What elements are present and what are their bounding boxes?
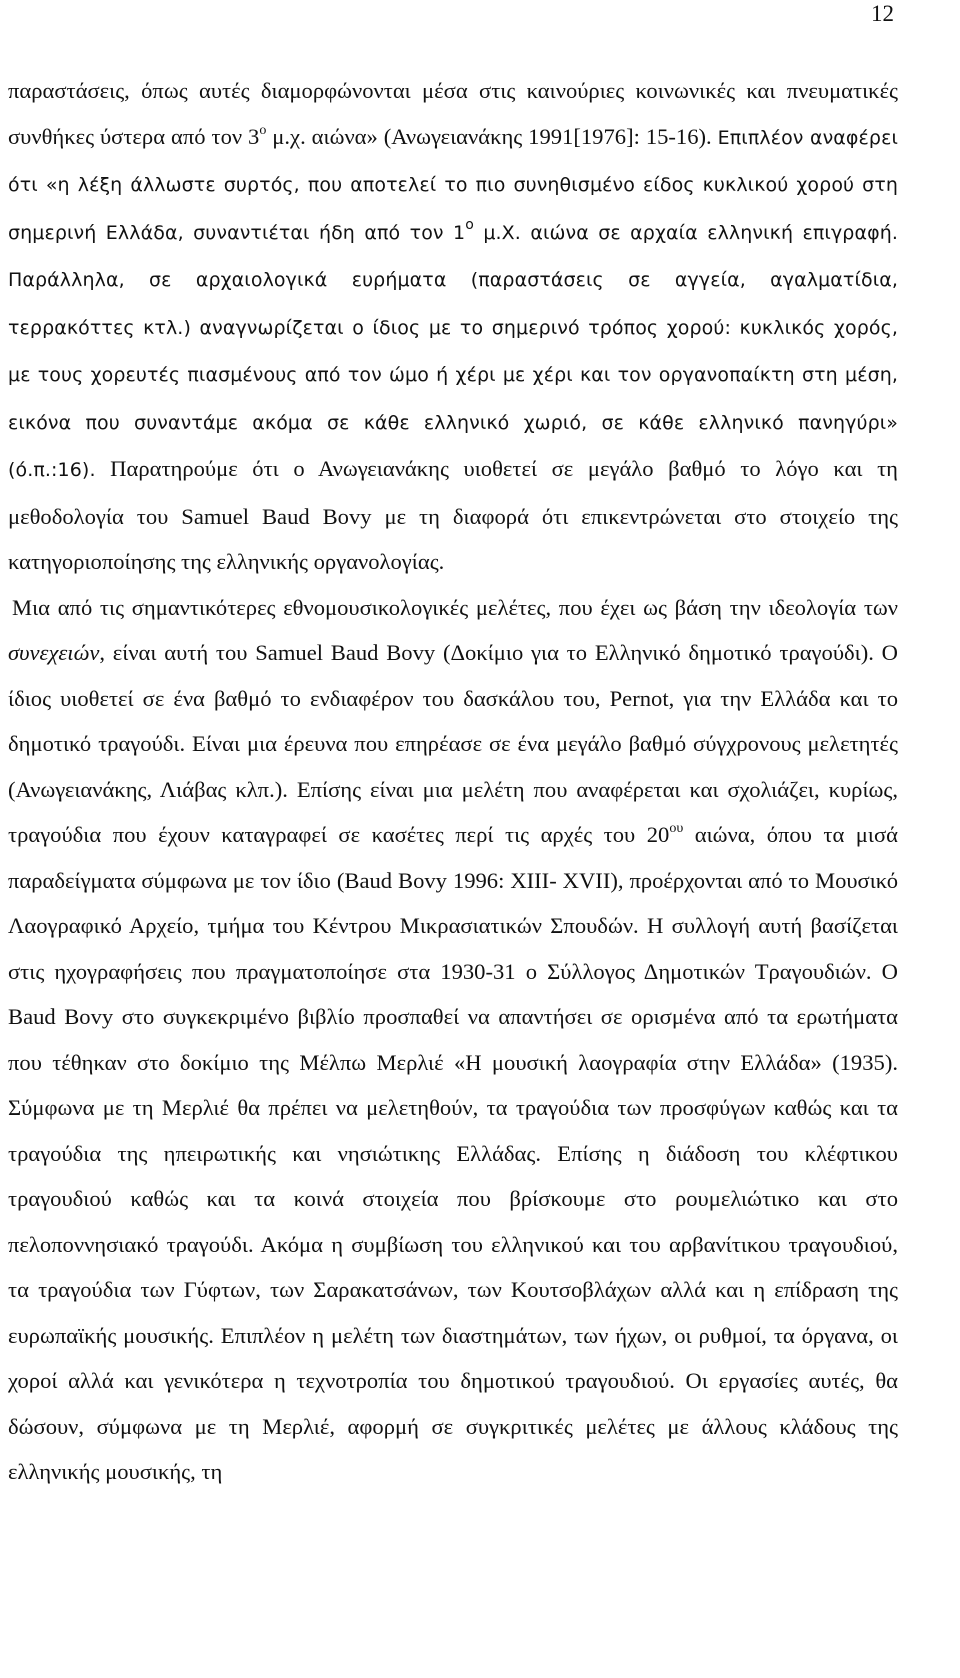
superscript-ordinal: ο bbox=[465, 216, 474, 233]
paragraph-1-text-5: Παρατηρούμε ότι ο Ανωγειανάκης υιοθετεί σε μεγάλο βαθμό το λόγο και τη μεθοδολογία του Samuel Baud Bovy με τη διαφορά ότι επικεντρώνεται στο στοιχείο της κατηγοριοποίησης της ελληνικής οργανολογίας. bbox=[8, 456, 898, 574]
paragraph-1-text-2: μ.χ. αιώνα» (Ανωγειανάκης 1991[1976]: 15-16). bbox=[266, 123, 718, 149]
paragraph-2-text-2: , είναι αυτή του Samuel Baud Bovy (Δοκίμιο για το Ελληνικό δημοτικό τραγούδι). Ο ίδιος υιοθετεί σε ένα βαθμό το ενδιαφέρον του δασκάλου του, Pernot, για την Ελλάδα και το δημοτικό τραγούδι. Είναι μια έρευνα που επηρέασε σε ένα μεγάλο βαθμό σύγχρονους μελετητές (Ανωγειανάκης, Λιάβας κλπ.). Επίσης είναι μια μελέτη που αναφέρεται και σχολιάζει, κυρίως, τραγούδια που έχουν καταγραφεί σε κασέτες περί τις αρχές του 20 bbox=[8, 640, 898, 847]
document-body bbox=[8, 68, 898, 1495]
superscript-ordinal: ου bbox=[669, 821, 684, 836]
paragraph-2-text-1: Μια από τις σημαντικότερες εθνομουσικολογικές μελέτες, που έχει ως βάση την ιδεολογία των bbox=[12, 594, 898, 620]
page-number: 12 bbox=[871, 1, 894, 26]
paragraph-1 bbox=[8, 68, 898, 585]
paragraph-2 bbox=[8, 585, 898, 1495]
paragraph-2-text-3: αιώνα, όπου τα μισά παραδείγματα σύμφωνα με τον ίδιο (Baud Bovy 1996: XIII- XVII), προέρχονται από το Μουσικό Λαογραφικό Αρχείο, τμήμα του Κέντρου Μικρασιατικών Σπουδών. Η συλλογή αυτή βασίζεται στις ηχογραφήσεις που πραγματοποίησε στα 1930-31 ο Σύλλογος Δημοτικών Τραγουδιών. Ο Baud Bovy στο συγκεκριμένο βιβλίο προσπαθεί να απαντήσει σε ορισμένα από τα ερωτήματα που τέθηκαν στο δοκίμιο της Μέλπω Μερλιέ «Η μουσική λαογραφία στην Ελλάδα» (1935). Σύμφωνα με τη Μερλιέ θα πρέπει να μελετηθούν, τα τραγούδια των προσφύγων καθώς και τα τραγούδια της ηπειρωτικής και νησιώτικης Ελλάδας. Επίσης η διάδοση του κλέφτικου τραγουδιού καθώς και τα κοινά στοιχεία που βρίσκουμε στο ρουμελιώτικο και στο πελοποννησιακό τραγούδι. Ακόμα η συμβίωση του ελληνικού και του αρβανίτικου τραγουδιού, τα τραγούδια των Γύφτων, των Σαρακατσάνων, των Κουτσοβλάχων αλλά και η επίδραση της ευρωπαϊκής μουσικής. Επιπλέον η μελέτη των διαστημάτων, των ήχων, οι ρυθμοί, τα όργανα, οι χοροί αλλά και γενικότερα η τεχνοτροπία του δημοτικού τραγουδιού. Οι εργασίες αυτές, θα δώσουν, σύμφωνα με τη Μερλιέ, αφορμή σε συγκριτικές μελέτες με άλλους κλάδους της ελληνικής μουσικής, τη bbox=[8, 822, 898, 1484]
italic-term: συνεχειών bbox=[8, 640, 100, 665]
paragraph-1-quote bbox=[8, 127, 898, 482]
paragraph-1-text-3: Επιπλέον αναφέρει ότι «η λέξη άλλωστε συρτός, που αποτελεί το πιο συνηθισμένο είδος κυκλικού χορού στη σημερινή Ελλάδα, συναντιέται ήδη από τον 1 bbox=[8, 126, 898, 244]
paragraph-1-text-1: παραστάσεις, όπως αυτές διαμορφώνονται μέσα στις καινούριες κοινωνικές και πνευματικές συνθήκες ύστερα από τον 3 bbox=[8, 78, 898, 149]
superscript-ordinal: ο bbox=[259, 122, 267, 138]
paragraph-1-text-4: μ.Χ. αιώνα σε αρχαία ελληνική επιγραφή. Παράλληλα, σε αρχαιολογικά ευρήματα (παραστάσεις σε αγγεία, αγαλματίδια, τερρακόττες κτλ.) αναγνωρίζεται ο ίδιος με το σημερινό τρόπος χορού: κυκλικός χορός, με τους χορευτές πιασμένους από τον ώμο ή χέρι με χέρι και τον οργανοπαίκτη στη μέση, εικόνα που συναντάμε ακόμα σε κάθε ελληνικό χωριό, σε κάθε ελληνικό πανηγύρι» (ό.π.:16). bbox=[8, 221, 898, 481]
